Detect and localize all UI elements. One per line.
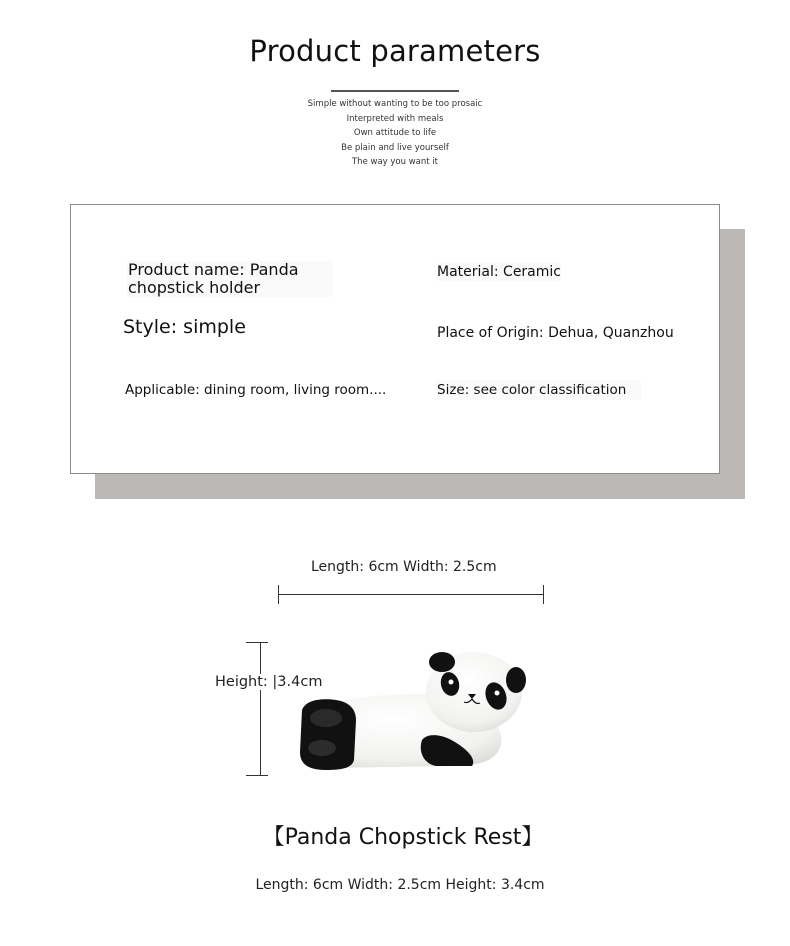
tagline (0, 97, 790, 170)
height-label: Height: |3.4cm (215, 674, 326, 690)
tagline-line: Interpreted with meals (346, 113, 444, 124)
product-title: 【Panda Chopstick Rest】 (262, 825, 544, 850)
title-divider (331, 90, 459, 92)
tagline-line: Own attitude to life (353, 128, 437, 138)
product-dimensions: Length: 6cm Width: 2.5cm Height: 3.4cm (255, 877, 545, 893)
panda-chopstick-rest-image (296, 648, 530, 772)
tagline-line: The way you want it (351, 157, 438, 167)
length-width-label: Length: 6cm Width: 2.5cm (311, 559, 497, 575)
param-applicable: Applicable: dining room, living room.... (125, 382, 387, 398)
param-style: Style: simple (123, 316, 246, 338)
param-material: Material: Ceramic (437, 264, 561, 280)
tagline-line: Be plain and live yourself (341, 142, 449, 153)
page-title: Product parameters (249, 34, 541, 68)
parameters-card (70, 204, 720, 474)
param-origin: Place of Origin: Dehua, Quanzhou (437, 325, 674, 341)
param-size: Size: see color classification (437, 380, 641, 400)
param-product-name: Product name: Panda chopstick holder (127, 261, 333, 297)
tagline-line: Simple without wanting to be too prosaic (307, 99, 483, 109)
